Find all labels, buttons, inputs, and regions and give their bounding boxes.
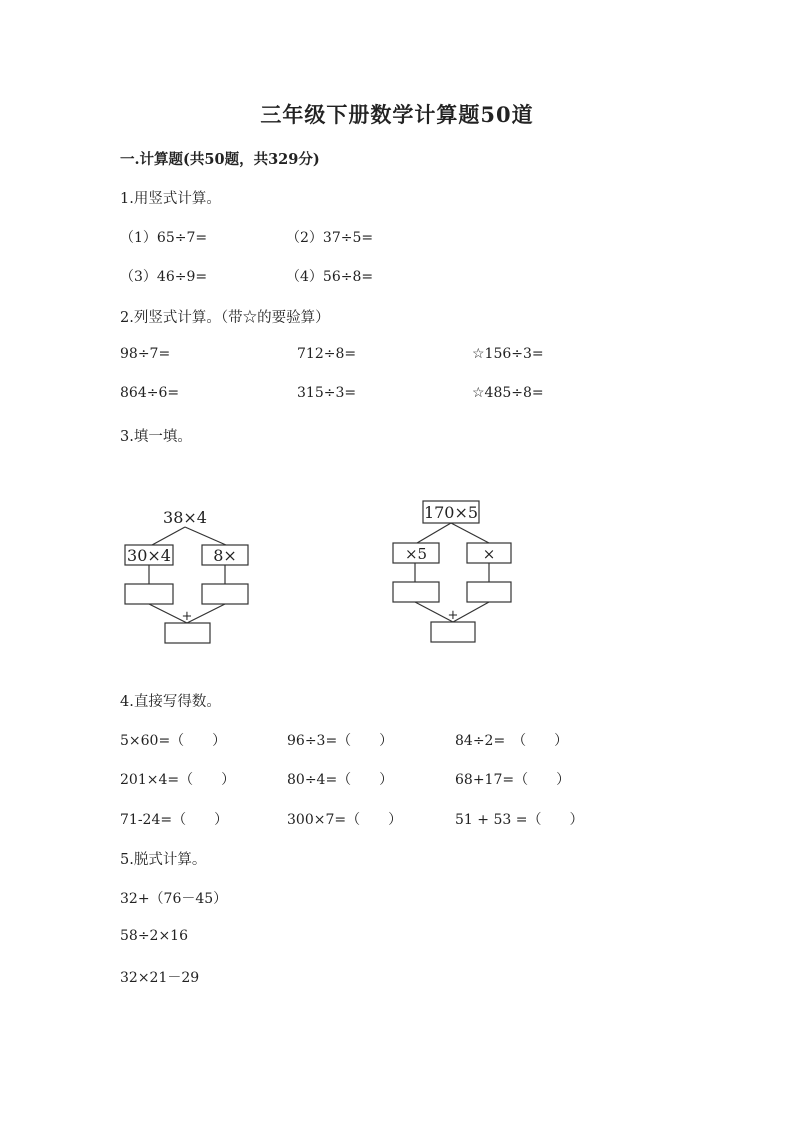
q4-item: 96÷3=（ ） <box>287 733 394 749</box>
answer-box <box>125 584 173 604</box>
q4-item: 80÷4=（ ） <box>287 772 394 788</box>
diagram1-right-label: 8× <box>213 546 237 565</box>
q4-item: 71-24=（ ） <box>120 812 229 828</box>
q2-label: 2.列竖式计算。（带☆的要验算） <box>120 310 330 326</box>
diagram1-top: 38×4 <box>163 508 207 527</box>
answer-box <box>393 582 439 602</box>
q5-item: 32×21－29 <box>120 970 200 986</box>
q5-item: 32+（76－45） <box>120 891 228 907</box>
q4-item: 300×7=（ ） <box>287 812 403 828</box>
page-title: 三年级下册数学计算题50道 <box>260 102 534 127</box>
q4-item: 84÷2= （ ） <box>455 733 569 749</box>
q5-item: 58÷2×16 <box>120 928 188 944</box>
q1-item: （4）56÷8= <box>286 269 374 285</box>
answer-box <box>431 622 475 642</box>
q4-item: 201×4=（ ） <box>120 772 236 788</box>
q2-item: ☆485÷8= <box>472 385 544 401</box>
q2-item: 315÷3= <box>297 385 357 401</box>
q1-item: （3）46÷9= <box>120 269 208 285</box>
q1-item: （1）65÷7= <box>120 230 208 246</box>
q1-label: 1.用竖式计算。 <box>120 191 221 207</box>
answer-box <box>467 582 511 602</box>
q2-item: 98÷7= <box>120 346 171 362</box>
q2-item: 712÷8= <box>297 346 357 362</box>
plus-sign: + <box>447 608 459 623</box>
diagram1-left-label: 30×4 <box>127 546 171 565</box>
q2-item: ☆156÷3= <box>472 346 544 362</box>
diagram2-right-label: × <box>482 545 496 563</box>
q4-item: 51 + 53 =（ ） <box>455 812 584 828</box>
q1-item: （2）37÷5= <box>286 230 374 246</box>
plus-sign: + <box>181 609 193 624</box>
fill-diagram-2 <box>385 495 525 655</box>
q4-item: 5×60=（ ） <box>120 733 227 749</box>
q5-label: 5.脱式计算。 <box>120 852 207 868</box>
q2-item: 864÷6= <box>120 385 180 401</box>
q4-label: 4.直接写得数。 <box>120 694 221 710</box>
diagram2-left-label: ×5 <box>404 545 428 563</box>
diagram2-top: 170×5 <box>423 503 479 522</box>
q4-item: 68+17=（ ） <box>455 772 571 788</box>
fill-diagram-1 <box>115 495 275 655</box>
answer-box <box>165 623 210 643</box>
q3-label: 3.填一填。 <box>120 429 192 445</box>
answer-box <box>202 584 248 604</box>
section-heading: 一.计算题(共50题，共329分) <box>120 151 320 168</box>
